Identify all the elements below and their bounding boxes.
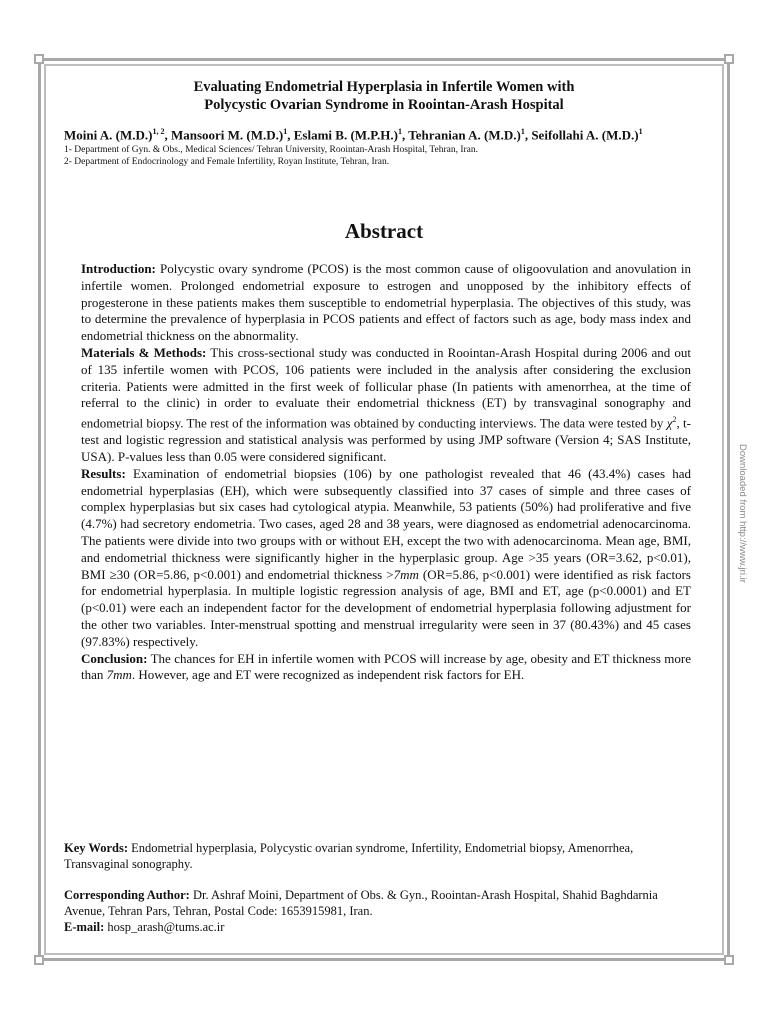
corresponding-author	[64, 887, 684, 919]
results-text-cont: (OR=5.86, p<0.001) were identified as risk factors for endometrial hyperplasia. In multiple logistic regression analysis of age, BMI and ET, age (p<0.0001) and ET (p<0.01) were each an independent factor for the development of endometrial hyperplasia following adjustment for the other two variables. Inter-menstrual spotting and menstrual irregularity were seen in 37 (80.43%) and 45 cases (97.83%) respectively.	[81, 566, 691, 649]
chi-square-symbol: χ	[666, 415, 673, 431]
email-address[interactable]: hosp_arash@tums.ac.ir	[107, 920, 225, 934]
abstract-heading: Abstract	[344, 219, 424, 243]
author-name: Eslami B. (M.P.H.)	[293, 127, 398, 143]
author-name: Moini A. (M.D.)	[64, 127, 153, 143]
author-affiliation-mark: 1, 2	[152, 127, 165, 136]
email-label: E-mail:	[64, 920, 105, 934]
conclusion-text: The chances for EH in infertile women with PCOS will increase by age, obesity and ET thickness more than	[81, 650, 692, 683]
keywords-text: Endometrial hyperplasia, Polycystic ovarian syndrome, Infertility, Endometrial biopsy, Amenorrhea, Transvaginal sonography.	[64, 841, 634, 871]
corner-bottom-right	[724, 955, 734, 965]
download-watermark: Downloaded from http://www.jri.ir	[737, 444, 748, 583]
methods-text-cont: , t-test and logistic regression and statistical analysis was performed by using JMP software (Version 4; SAS Institute, USA). P-values less than 0.05 were considered significant.	[81, 415, 691, 465]
introduction-label: Introduction:	[81, 261, 156, 276]
author-affiliation-mark: 1	[638, 127, 643, 136]
email-line	[64, 919, 684, 935]
affiliation-1: 1- Department of Gyn. & Obs., Medical Sciences/ Tehran University, Roointan-Arash Hospital, Tehran, Iran.	[64, 145, 479, 155]
introduction-text: Polycystic ovary syndrome (PCOS) is the most common cause of oligoovulation and anovulation in infertile women. Prolonged endometrial exposure to estrogen and unopposed by the inhibitory effects of progesterone in these patients makes them susceptible to endometrial hyperplasia. The objectives of this study, was to determine the prevalence of hyperplasia in PCOS patients and effect of factors such as age, body mass index and endometrial thickness on the abnormality.	[81, 261, 692, 344]
chi-square-exponent: 2	[672, 415, 677, 425]
methods-label: Materials & Methods:	[81, 344, 207, 360]
corner-top-left	[34, 54, 44, 64]
paper-title-line-2: Polycystic Ovarian Syndrome in Roointan-Arash Hospital	[204, 97, 564, 113]
corresponding-author-label: Corresponding Author:	[64, 888, 190, 902]
results-text: Examination of endometrial biopsies (106) by one pathologist revealed that 46 (43.4%) cases had endometrial hyperplasias (EH), which were subsequently classified into 37 cases of simple and three cases of complex hyperplasias but six cases had cytological atypia. Meanwhile, 53 patients (50%) had proliferative and five (4.7%) had secretory endometria. Two cases, aged 28 and 38 years, were diagnosed as endometrial adenocarcinoma. The patients were divide into two groups with or without EH, except the two with adenocarcinoma. Mean age, BMI, and endometrial thickness were significantly higher in the hyperplasic group. Age >35 years (OR=3.62, p<0.01), BMI ≥30 (OR=5.86, p<0.001) and endometrial thickness >	[81, 465, 691, 582]
methods-text: This cross-sectional study was conducted in Roointan-Arash Hospital during 2006 and out of 135 infertile women with PCOS, 106 patients were included in the analysis after considering the exclusion criteria. Patients were admitted in the first week of follicular phase (In patients with amenorrhea, at the time of referral to the clinic) in order to evaluate their endometrial thickness (ET) by transvaginal sonography and endometrial biopsy. The rest of the information was obtained by conducting interviews. The data were tested by	[81, 344, 692, 431]
abstract-body	[81, 261, 691, 684]
keywords	[64, 840, 684, 872]
author-affiliation-mark: 1	[283, 127, 288, 136]
corner-bottom-left	[34, 955, 44, 965]
affiliation-2: 2- Department of Endocrinology and Female Infertility, Royan Institute, Tehran, Iran.	[64, 157, 390, 167]
results-label: Results:	[81, 465, 126, 481]
author-name: Mansoori M. (M.D.)	[170, 127, 284, 143]
corresponding-author-text: Dr. Ashraf Moini, Department of Obs. & Gyn., Roointan-Arash Hospital, Shahid Baghdarnia Avenue, Tehran Pars, Tehran, Postal Code: 1653915981, Iran.	[64, 888, 658, 918]
introduction-paragraph	[81, 261, 691, 345]
author-affiliation-mark: 1	[520, 127, 525, 136]
corner-top-right	[724, 54, 734, 64]
conclusion-label: Conclusion:	[81, 650, 148, 666]
results-unit: 7mm	[393, 566, 419, 582]
methods-paragraph	[81, 345, 691, 466]
conclusion-paragraph	[81, 651, 691, 685]
author-name: Seifollahi A. (M.D.)	[531, 127, 639, 143]
author-affiliation-mark: 1	[398, 127, 402, 136]
author-list: Moini A. $(M.D.)^{1, 2}$, Mansoori M. $(M.D.)^1$, Eslami B. $(M.P.H.)^1$, Tehranian A. $(M.D.)^1$, Seifollahi A. $(M.D.)^1$	[64, 127, 643, 143]
conclusion-unit: 7mm	[106, 667, 132, 683]
conclusion-text-cont: . However, age and ET were recognized as independent risk factors for EH.	[131, 667, 525, 683]
results-paragraph	[81, 466, 691, 651]
keywords-label: Key Words:	[64, 841, 129, 855]
author-name: Tehranian A. (M.D.)	[408, 127, 521, 143]
paper-title-line-1: Evaluating Endometrial Hyperplasia in Infertile Women with	[193, 79, 575, 95]
